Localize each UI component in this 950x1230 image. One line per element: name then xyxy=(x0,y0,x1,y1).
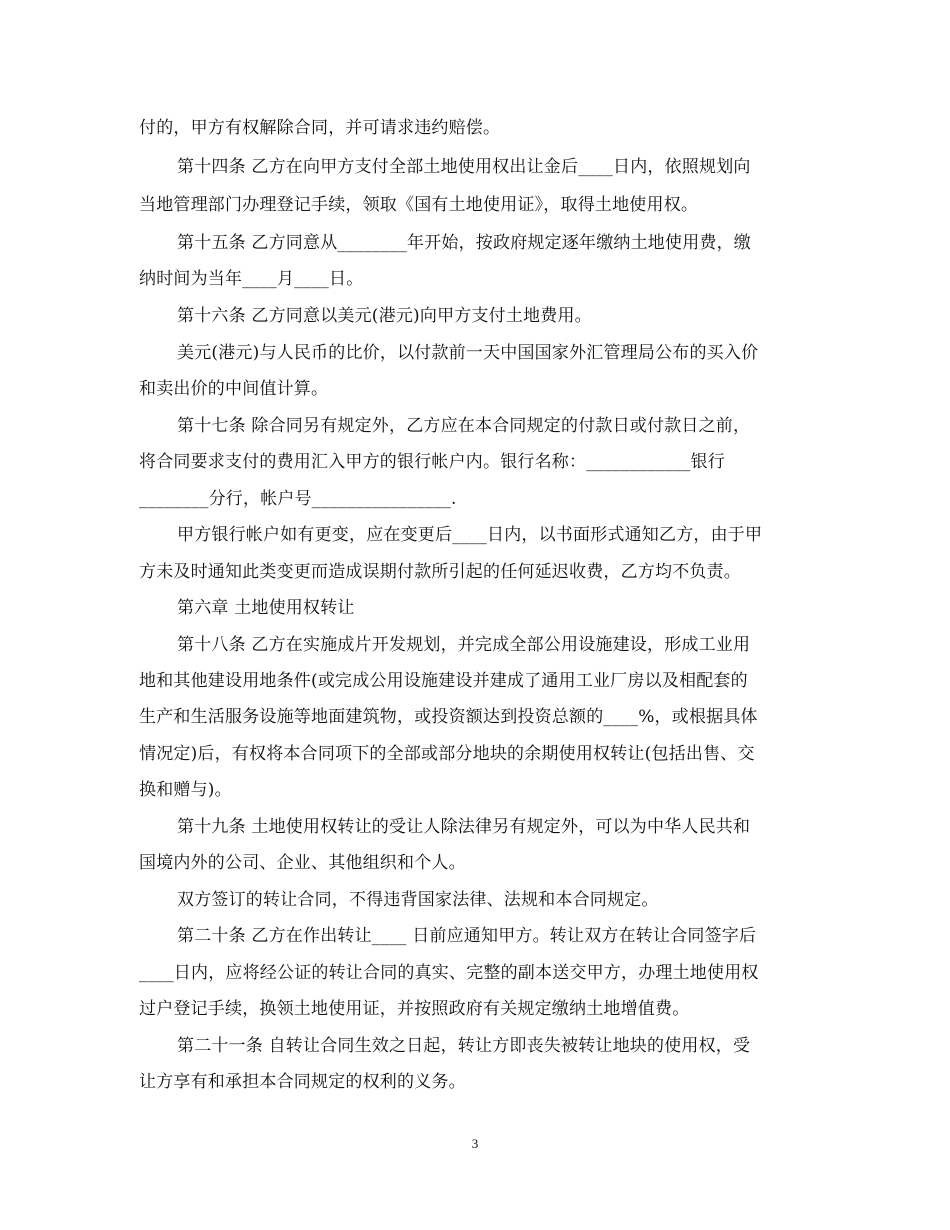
text-line: 当地管理部门办理登记手续，领取《国有土地使用证》，取得土地使用权。 xyxy=(139,195,699,215)
text-line: 第十九条 土地使用权转让的受让人除法律另有规定外，可以为中华人民共和 xyxy=(177,817,751,837)
text-line: 换和赠与)。 xyxy=(139,780,232,800)
text-line: 美元(港元)与人民币的比价，以付款前一天中国国家外汇管理局公布的买入价 xyxy=(177,343,759,363)
text-line: 第二十一条 自转让合同生效之日起，转让方即丧失被转让地块的使用权，受 xyxy=(177,1036,751,1056)
text-line: 和卖出价的中间值计算。 xyxy=(139,379,329,399)
text-line: 第十八条 乙方在实施成片开发规划，并完成全部公用设施建设，形成工业用 xyxy=(177,635,751,655)
text-line: 国境内外的公司、企业、其他组织和个人。 xyxy=(139,853,466,873)
text-line: 过户登记手续，换领土地使用证，并按照政府有关规定缴纳土地增值费。 xyxy=(139,999,690,1019)
text-line: ________分行，帐户号________________. xyxy=(139,489,457,509)
page-number: 3 xyxy=(471,1136,479,1151)
text-line: 生产和生活服务设施等地面建筑物，或投资额达到投资总额的____%，或根据具体 xyxy=(139,707,758,727)
text-line: 地和其他建设用地条件(或完成公用设施建设并建成了通用工业厂房以及相配套的 xyxy=(139,671,748,691)
text-line: 第十五条 乙方同意从________年开始，按政府规定逐年缴纳土地使用费，缴 xyxy=(177,233,752,253)
text-line: 第二十条 乙方在作出转让____ 日前应通知甲方。转让双方在转让合同签字后 xyxy=(177,926,757,946)
text-line: 纳时间为当年____月____日。 xyxy=(139,269,364,289)
chapter-heading: 第六章 土地使用权转让 xyxy=(177,598,355,618)
text-line: 情况定)后，有权将本合同项下的全部或部分地块的余期使用权转让(包括出售、交 xyxy=(139,744,755,764)
text-line: 将合同要求支付的费用汇入甲方的银行帐户内。银行名称：____________银行 xyxy=(139,452,725,472)
text-line: 方未及时通知此类变更而造成误期付款所引起的任何延迟收费，乙方均不负责。 xyxy=(139,562,741,582)
text-line: ____日内，应将经公证的转让合同的真实、完整的副本送交甲方，办理土地使用权 xyxy=(139,963,759,983)
text-line: 第十四条 乙方在向甲方支付全部土地使用权出让金后____日内，依照规划向 xyxy=(177,157,751,177)
text-line: 第十六条 乙方同意以美元(港元)向甲方支付土地费用。 xyxy=(177,306,592,326)
text-line: 第十七条 除合同另有规定外，乙方应在本合同规定的付款日或付款日之前， xyxy=(177,416,751,436)
text-line: 让方享有和承担本合同规定的权利的义务。 xyxy=(139,1072,466,1092)
text-line: 甲方银行帐户如有更变，应在变更后____日内，以书面形式通知乙方，由于甲 xyxy=(177,525,763,545)
text-line: 双方签订的转让合同，不得违背国家法律、法规和本合同规定。 xyxy=(177,890,659,910)
text-line: 付的，甲方有权解除合同，并可请求违约赔偿。 xyxy=(139,118,501,138)
